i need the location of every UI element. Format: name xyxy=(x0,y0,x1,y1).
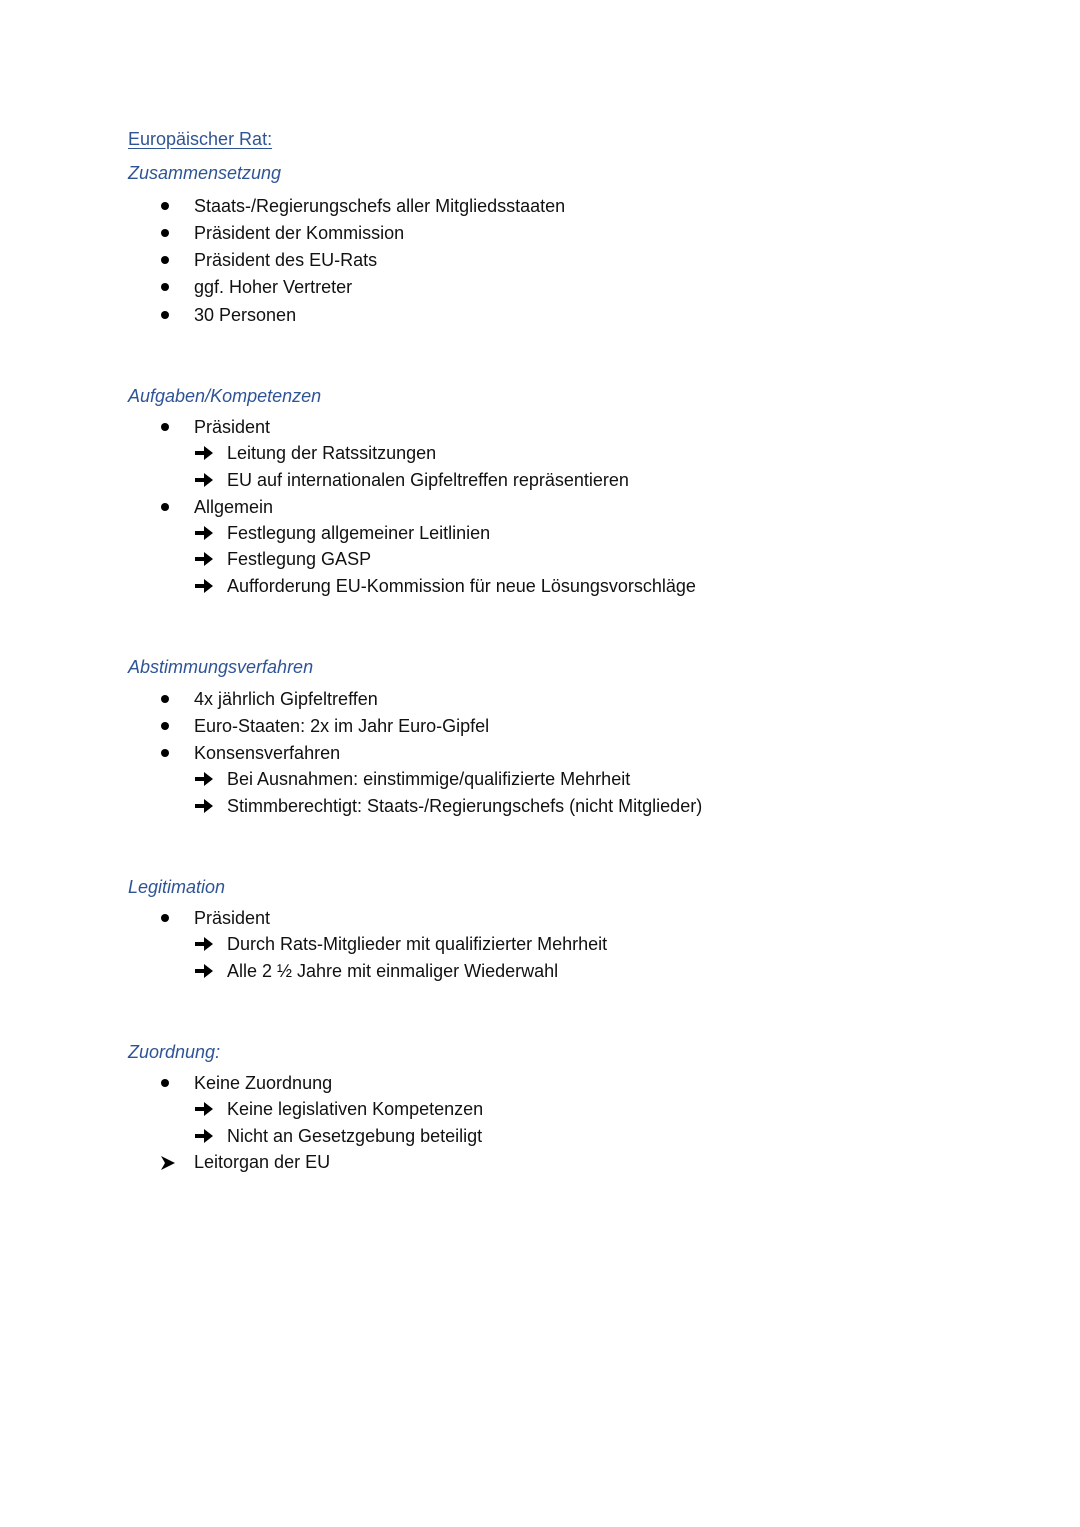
bullet-icon xyxy=(161,1079,169,1087)
sub-list-item: Bei Ausnahmen: einstimmige/qualifizierte Mehrheit xyxy=(227,769,631,789)
triangle-arrow-icon xyxy=(160,1155,176,1171)
sub-list-item: Durch Rats-Mitglieder mit qualifizierter Mehrheit xyxy=(227,934,608,954)
heading-legitimation: Legitimation xyxy=(128,877,226,897)
conclusion-item: Leitorgan der EU xyxy=(194,1152,331,1172)
list-item: 4x jährlich Gipfeltreffen xyxy=(194,689,378,709)
bullet-icon xyxy=(161,722,169,730)
arrow-right-icon xyxy=(193,442,215,464)
bullet-icon xyxy=(161,695,169,703)
list-item: Keine Zuordnung xyxy=(194,1073,333,1093)
list-item: Präsident des EU-Rats xyxy=(194,250,378,270)
arrow-right-icon xyxy=(193,575,215,597)
sub-list-item: Aufforderung EU-Kommission für neue Lösungsvorschläge xyxy=(227,576,696,596)
arrow-right-icon xyxy=(193,1098,215,1120)
list-item: ggf. Hoher Vertreter xyxy=(194,277,353,297)
heading-zuordnung: Zuordnung: xyxy=(128,1042,221,1062)
bullet-icon xyxy=(161,283,169,291)
arrow-right-icon xyxy=(193,933,215,955)
sub-list-item: Alle 2 ½ Jahre mit einmaliger Wiederwahl xyxy=(227,961,559,981)
bullet-icon xyxy=(161,503,169,511)
bullet-icon xyxy=(161,256,169,264)
arrow-right-icon xyxy=(193,469,215,491)
heading-zusammensetzung: Zusammensetzung xyxy=(128,163,282,183)
arrow-right-icon xyxy=(193,522,215,544)
bullet-icon xyxy=(161,423,169,431)
bullet-icon xyxy=(161,749,169,757)
sub-list-item: Nicht an Gesetzgebung beteiligt xyxy=(227,1126,483,1146)
sub-list-item: Keine legislativen Kompetenzen xyxy=(227,1099,484,1119)
bullet-icon xyxy=(161,311,169,319)
heading-abstimmungsverfahren: Abstimmungsverfahren xyxy=(128,657,314,677)
list-item: 30 Personen xyxy=(194,305,297,325)
arrow-right-icon xyxy=(193,960,215,982)
bullet-icon xyxy=(161,914,169,922)
arrow-right-icon xyxy=(193,548,215,570)
sub-list-item: Festlegung GASP xyxy=(227,549,372,569)
heading-aufgaben-kompetenzen: Aufgaben/Kompetenzen xyxy=(128,386,322,406)
list-item: Konsensverfahren xyxy=(194,743,341,763)
bullet-icon xyxy=(161,229,169,237)
arrow-right-icon xyxy=(193,1125,215,1147)
document-title: Europäischer Rat: xyxy=(128,129,273,149)
sub-list-item: Stimmberechtigt: Staats-/Regierungschefs (nicht Mitglieder) xyxy=(227,796,703,816)
bullet-icon xyxy=(161,202,169,210)
list-item: Präsident der Kommission xyxy=(194,223,405,243)
list-item: Präsident xyxy=(194,908,271,928)
list-item: Staats-/Regierungschefs aller Mitgliedsstaaten xyxy=(194,196,566,216)
list-item: Präsident xyxy=(194,417,271,437)
sub-list-item: Leitung der Ratssitzungen xyxy=(227,443,437,463)
list-item: Euro-Staaten: 2x im Jahr Euro-Gipfel xyxy=(194,716,490,736)
list-item: Allgemein xyxy=(194,497,274,517)
arrow-right-icon xyxy=(193,768,215,790)
sub-list-item: EU auf internationalen Gipfeltreffen repräsentieren xyxy=(227,470,629,490)
arrow-right-icon xyxy=(193,795,215,817)
sub-list-item: Festlegung allgemeiner Leitlinien xyxy=(227,523,491,543)
